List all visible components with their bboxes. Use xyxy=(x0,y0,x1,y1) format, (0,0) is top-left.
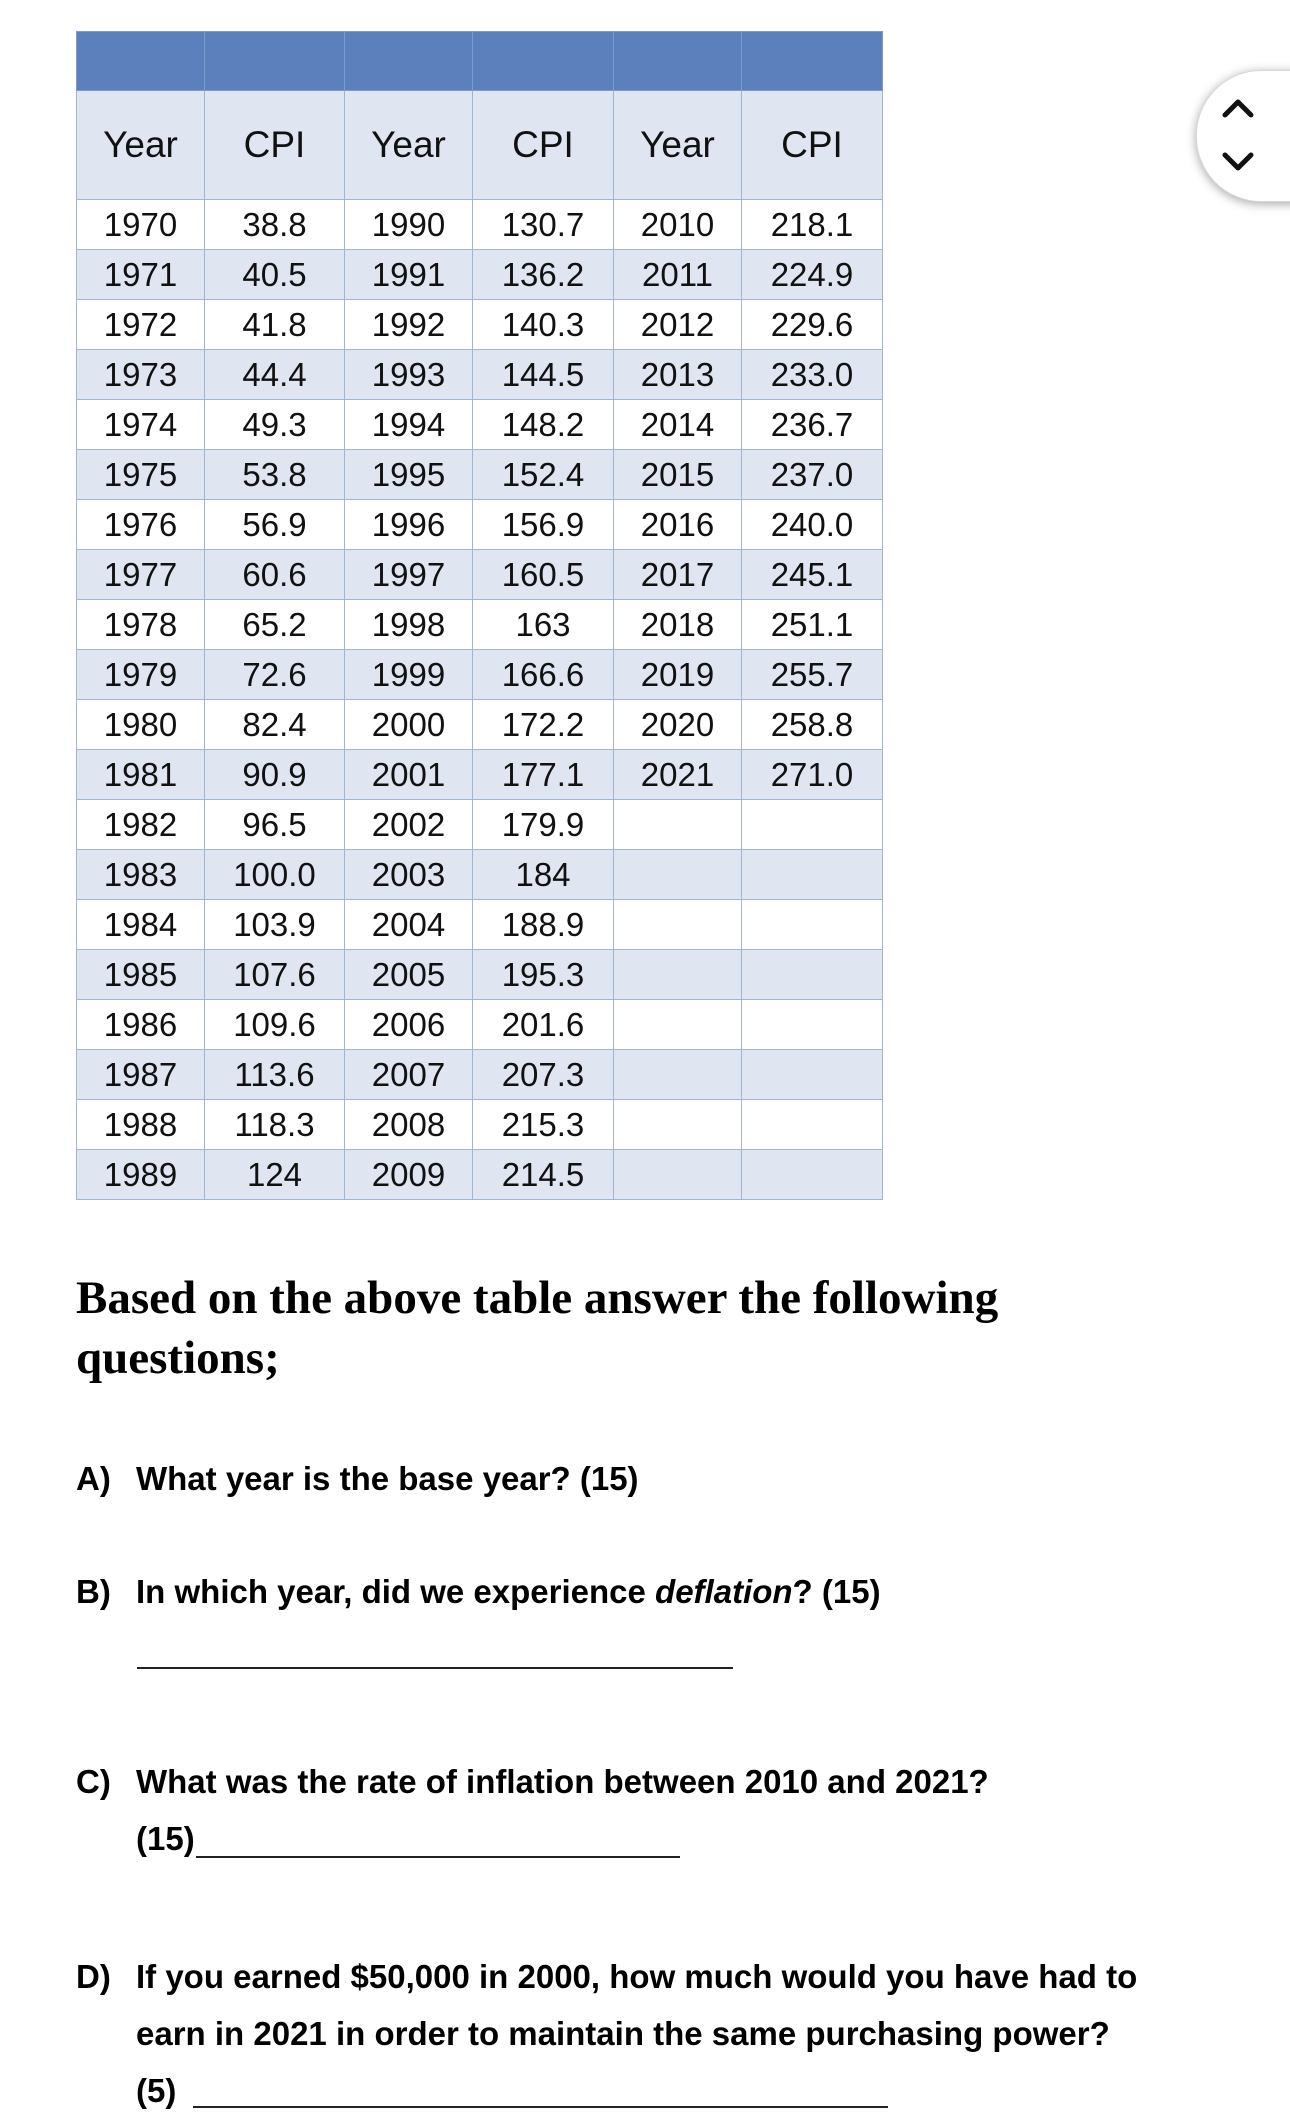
answer-line-b[interactable] xyxy=(137,1667,733,1669)
year-cell xyxy=(614,1150,742,1200)
cpi-cell: 113.6 xyxy=(205,1050,345,1100)
table-row xyxy=(77,500,883,550)
cpi-cell: 166.6 xyxy=(473,650,614,700)
cpi-cell: 44.4 xyxy=(205,350,345,400)
year-cell: 2012 xyxy=(614,300,742,350)
year-cell: 2008 xyxy=(345,1100,473,1150)
table-row xyxy=(77,200,883,250)
year-cell: 1990 xyxy=(345,200,473,250)
cpi-cell: 144.5 xyxy=(473,350,614,400)
year-cell: 1970 xyxy=(77,200,205,250)
year-cell: 2004 xyxy=(345,900,473,950)
table-header-row xyxy=(77,91,883,200)
cpi-cell: 224.9 xyxy=(742,250,883,300)
year-cell: 1991 xyxy=(345,250,473,300)
cpi-cell: 240.0 xyxy=(742,500,883,550)
cpi-cell: 53.8 xyxy=(205,450,345,500)
instructions-heading: Based on the above table answer the following questions; xyxy=(76,1272,999,1384)
question-d-letter: D) xyxy=(76,1958,111,1995)
cpi-cell: 177.1 xyxy=(473,750,614,800)
cpi-cell: 124 xyxy=(205,1150,345,1200)
year-cell: 2017 xyxy=(614,550,742,600)
header-cell-year: Year xyxy=(345,91,473,200)
cpi-cell: 90.9 xyxy=(205,750,345,800)
year-cell: 1981 xyxy=(77,750,205,800)
question-a-text: What year is the base year? (15) xyxy=(136,1460,639,1497)
cpi-cell: 118.3 xyxy=(205,1100,345,1150)
cpi-cell: 152.4 xyxy=(473,450,614,500)
header-cell-cpi: CPI xyxy=(205,91,345,200)
question-c-line2: (15) xyxy=(136,1820,195,1857)
cpi-cell xyxy=(742,1100,883,1150)
year-cell: 1975 xyxy=(77,450,205,500)
cpi-cell: 163 xyxy=(473,600,614,650)
cpi-cell: 109.6 xyxy=(205,1000,345,1050)
year-cell: 1989 xyxy=(77,1150,205,1200)
year-cell: 1980 xyxy=(77,700,205,750)
year-cell xyxy=(614,1100,742,1150)
cpi-cell: 258.8 xyxy=(742,700,883,750)
cpi-cell: 245.1 xyxy=(742,550,883,600)
question-c-letter: C) xyxy=(76,1763,111,1800)
cpi-cell: 40.5 xyxy=(205,250,345,300)
year-cell: 2015 xyxy=(614,450,742,500)
cpi-cell: 72.6 xyxy=(205,650,345,700)
year-cell xyxy=(614,900,742,950)
cpi-cell: 96.5 xyxy=(205,800,345,850)
year-cell: 2018 xyxy=(614,600,742,650)
cpi-cell: 65.2 xyxy=(205,600,345,650)
year-cell: 1986 xyxy=(77,1000,205,1050)
cpi-cell: 184 xyxy=(473,850,614,900)
cpi-cell: 156.9 xyxy=(473,500,614,550)
cpi-cell: 136.2 xyxy=(473,250,614,300)
year-cell: 1998 xyxy=(345,600,473,650)
year-cell: 1993 xyxy=(345,350,473,400)
year-cell: 1984 xyxy=(77,900,205,950)
header-cell-year: Year xyxy=(614,91,742,200)
cpi-cell: 214.5 xyxy=(473,1150,614,1200)
year-cell: 1987 xyxy=(77,1050,205,1100)
cpi-cell: 82.4 xyxy=(205,700,345,750)
question-a-letter: A) xyxy=(76,1460,111,1497)
page-navigator xyxy=(1196,70,1290,202)
year-cell: 1983 xyxy=(77,850,205,900)
year-cell: 2001 xyxy=(345,750,473,800)
question-d-line3: (5) xyxy=(136,2072,177,2109)
cpi-cell: 229.6 xyxy=(742,300,883,350)
cpi-cell: 207.3 xyxy=(473,1050,614,1100)
year-cell: 2006 xyxy=(345,1000,473,1050)
table-row xyxy=(77,850,883,900)
cpi-cell: 41.8 xyxy=(205,300,345,350)
table-row xyxy=(77,1050,883,1100)
year-cell: 1999 xyxy=(345,650,473,700)
cpi-cell: 107.6 xyxy=(205,950,345,1000)
year-cell: 1971 xyxy=(77,250,205,300)
cpi-cell: 233.0 xyxy=(742,350,883,400)
cpi-cell: 56.9 xyxy=(205,500,345,550)
year-cell: 2013 xyxy=(614,350,742,400)
table-row xyxy=(77,300,883,350)
cpi-cell xyxy=(742,950,883,1000)
question-d-line2: earn in 2021 in order to maintain the same purchasing power? xyxy=(136,2015,1110,2052)
cpi-cell: 160.5 xyxy=(473,550,614,600)
cpi-cell: 218.1 xyxy=(742,200,883,250)
year-cell: 1972 xyxy=(77,300,205,350)
cpi-cell: 271.0 xyxy=(742,750,883,800)
table-row xyxy=(77,600,883,650)
year-cell: 2003 xyxy=(345,850,473,900)
year-cell: 2005 xyxy=(345,950,473,1000)
table-header-band xyxy=(77,32,883,91)
year-cell: 1977 xyxy=(77,550,205,600)
answer-line-c[interactable] xyxy=(196,1856,680,1858)
cpi-cell: 100.0 xyxy=(205,850,345,900)
cpi-cell: 201.6 xyxy=(473,1000,614,1050)
year-cell: 2009 xyxy=(345,1150,473,1200)
year-cell: 1973 xyxy=(77,350,205,400)
question-b-text: In which year, did we experience deflation? (15) xyxy=(136,1573,881,1610)
table-row xyxy=(77,250,883,300)
year-cell: 1985 xyxy=(77,950,205,1000)
cpi-cell: 130.7 xyxy=(473,200,614,250)
year-cell: 2010 xyxy=(614,200,742,250)
cpi-cell: 49.3 xyxy=(205,400,345,450)
table-row xyxy=(77,450,883,500)
year-cell: 1982 xyxy=(77,800,205,850)
year-cell: 1995 xyxy=(345,450,473,500)
year-cell xyxy=(614,850,742,900)
year-cell: 1992 xyxy=(345,300,473,350)
table-row xyxy=(77,750,883,800)
table-row xyxy=(77,800,883,850)
year-cell: 1978 xyxy=(77,600,205,650)
table-row xyxy=(77,400,883,450)
cpi-cell xyxy=(742,1050,883,1100)
cpi-cell: 255.7 xyxy=(742,650,883,700)
year-cell: 1994 xyxy=(345,400,473,450)
cpi-cell: 60.6 xyxy=(205,550,345,600)
year-cell: 1976 xyxy=(77,500,205,550)
header-cell-cpi: CPI xyxy=(742,91,883,200)
year-cell: 1997 xyxy=(345,550,473,600)
chevron-up-icon[interactable] xyxy=(1221,97,1255,119)
year-cell: 2000 xyxy=(345,700,473,750)
question-d-line1: If you earned $50,000 in 2000, how much would you have had to xyxy=(136,1958,1138,1995)
table-row xyxy=(77,350,883,400)
cpi-cell: 236.7 xyxy=(742,400,883,450)
header-cell-year: Year xyxy=(77,91,205,200)
table-row xyxy=(77,1150,883,1200)
question-b-letter: B) xyxy=(76,1573,111,1610)
table-row xyxy=(77,900,883,950)
question-c-line1: What was the rate of inflation between 2010 and 2021? xyxy=(136,1763,989,1800)
year-cell: 2007 xyxy=(345,1050,473,1100)
table-row xyxy=(77,1100,883,1150)
cpi-table xyxy=(76,31,883,1200)
cpi-cell xyxy=(742,900,883,950)
year-cell xyxy=(614,800,742,850)
year-cell: 1996 xyxy=(345,500,473,550)
year-cell: 2014 xyxy=(614,400,742,450)
year-cell: 2020 xyxy=(614,700,742,750)
cpi-cell xyxy=(742,1000,883,1050)
cpi-cell: 38.8 xyxy=(205,200,345,250)
cpi-cell xyxy=(742,800,883,850)
cpi-cell xyxy=(742,850,883,900)
cpi-cell: 251.1 xyxy=(742,600,883,650)
cpi-cell: 148.2 xyxy=(473,400,614,450)
cpi-cell: 215.3 xyxy=(473,1100,614,1150)
year-cell: 1974 xyxy=(77,400,205,450)
chevron-down-icon[interactable] xyxy=(1221,151,1255,173)
header-cell-cpi: CPI xyxy=(473,91,614,200)
answer-line-d[interactable] xyxy=(193,2106,888,2108)
year-cell: 2011 xyxy=(614,250,742,300)
table-row xyxy=(77,700,883,750)
year-cell: 2019 xyxy=(614,650,742,700)
table-row xyxy=(77,1000,883,1050)
cpi-cell: 103.9 xyxy=(205,900,345,950)
table-body xyxy=(77,200,883,1200)
year-cell xyxy=(614,1050,742,1100)
year-cell: 2016 xyxy=(614,500,742,550)
cpi-cell: 172.2 xyxy=(473,700,614,750)
year-cell: 1988 xyxy=(77,1100,205,1150)
cpi-cell: 195.3 xyxy=(473,950,614,1000)
table-row xyxy=(77,550,883,600)
table-row xyxy=(77,950,883,1000)
cpi-cell: 188.9 xyxy=(473,900,614,950)
cpi-cell: 140.3 xyxy=(473,300,614,350)
table-row xyxy=(77,650,883,700)
year-cell: 1979 xyxy=(77,650,205,700)
deflation-term: deflation xyxy=(655,1573,793,1610)
cpi-cell: 179.9 xyxy=(473,800,614,850)
year-cell xyxy=(614,1000,742,1050)
cpi-cell xyxy=(742,1150,883,1200)
year-cell: 2002 xyxy=(345,800,473,850)
cpi-cell: 237.0 xyxy=(742,450,883,500)
year-cell: 2021 xyxy=(614,750,742,800)
year-cell xyxy=(614,950,742,1000)
